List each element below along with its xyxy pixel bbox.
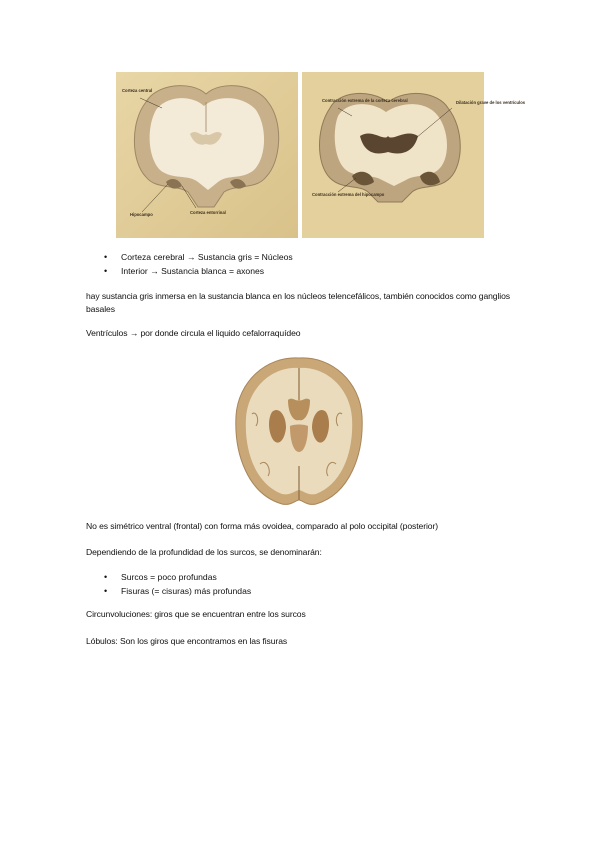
axial-brain-section-image	[232, 354, 366, 508]
list-item: • Surcos = poco profundas	[104, 570, 251, 584]
bullet-list-1	[104, 250, 293, 278]
paragraph-ventriculos: Ventrículos → por donde circula el liquido cefalorraquídeo	[86, 328, 301, 338]
coronal-brain-comparison-image	[116, 72, 526, 238]
label-contraccion-corteza: Contracción extrema de la corteza cerebral	[322, 98, 408, 103]
paragraph-profundidad-surcos: Dependiendo de la profundidad de los surcos, se denominarán:	[86, 547, 322, 557]
paragraph-lobulos: Lóbulos: Son los giros que encontramos en las fisuras	[86, 636, 288, 646]
paragraph-circunvoluciones: Circunvoluciones: giros que se encuentran entre los surcos	[86, 609, 306, 619]
list-item: • Fisuras (= cisuras) más profundas	[104, 584, 251, 598]
bullet-list-2	[104, 570, 251, 598]
paragraph-simetria: No es simétrico ventral (frontal) con forma más ovoidea, comparado al polo occipital (posterior)	[86, 521, 438, 531]
list-item: • Interior → Sustancia blanca = axones	[104, 264, 293, 278]
label-hipocampo: Hipocampo	[130, 212, 153, 217]
list-item: • Corteza cerebral → Sustancia gris = Núcleos	[104, 250, 293, 264]
paragraph-ganglios-basales: hay sustancia gris inmersa en la sustancia blanca en los núcleos telencefálicos, también conocidos como ganglios basales	[86, 291, 510, 314]
label-corteza-central: Corteza central	[122, 88, 153, 93]
label-corteza-entorrinal: Corteza entorrinal	[190, 210, 226, 215]
label-dilatacion-ventriculos: Dilatación grave de los ventrículos	[456, 100, 526, 105]
label-contraccion-hipocampo: Contracción extrema del hipocampo	[312, 192, 385, 197]
